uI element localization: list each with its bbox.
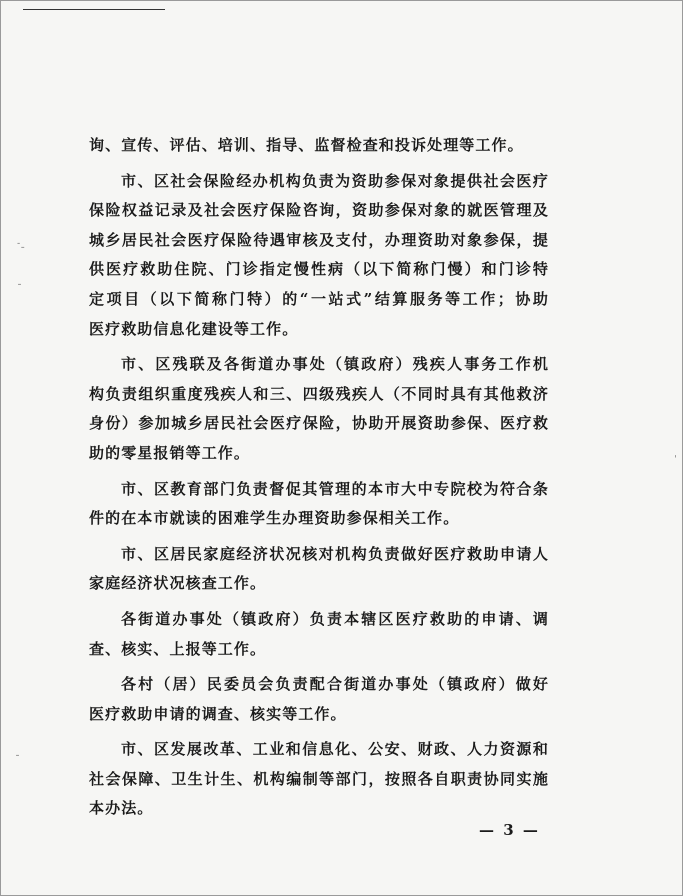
text-line: 市、区教育部门负责督促其管理的本市大中专院校为符合条 [121, 479, 549, 498]
text-line: 市、区残联及各街道办事处（镇政府）残疾人事务工作机 [121, 355, 549, 374]
scan-mark: ˗ˍ [17, 238, 26, 249]
scan-mark: ˍ [17, 275, 22, 286]
text-line: 本办法。 [89, 799, 154, 818]
text-line: 询、宣传、评估、培训、指导、监督检查和投诉处理等工作。 [89, 136, 524, 154]
scan-mark: ˍ [15, 746, 20, 757]
text-line: 城乡居民社会医疗保险待遇审核及支付，办理资助对象参保，提 [89, 230, 549, 249]
text-line: 助的零星报销等工作。 [89, 443, 251, 462]
text-line: 定项目（以下简称门特）的“一站式”结算服务等工作；协助 [89, 289, 549, 308]
text-line: 各街道办事处（镇政府）负责本辖区医疗救助的申请、调 [121, 609, 549, 628]
text-line: 家庭经济状况核查工作。 [89, 574, 267, 593]
text-line: 市、区居民家庭经济状况核对机构负责做好医疗救助申请人 [121, 544, 549, 563]
text-line: 保险权益记录及社会医疗保险咨询，资助参保对象的就医管理及 [89, 201, 549, 220]
text-line: 医疗救助信息化建设等工作。 [89, 319, 299, 338]
text-line: 医疗救助申请的调查、核实等工作。 [89, 704, 347, 723]
text-line: 市、区发展改革、工业和信息化、公安、财政、人力资源和 [121, 740, 549, 759]
text-line: 社会保障、卫生计生、机构编制等部门，按照各自职责协同实施 [89, 769, 549, 788]
header-rule [23, 9, 165, 10]
text-line: 构负责组织重度残疾人和三、四级残疾人（不同时具有其他救济 [89, 384, 549, 403]
text-line: 市、区社会保险经办机构负责为资助参保对象提供社会医疗 [121, 171, 549, 190]
text-line: 供医疗救助住院、门诊指定慢性病（以下简称门慢）和门诊特 [89, 260, 549, 279]
text-line: 各村（居）民委员会负责配合街道办事处（镇政府）做好 [121, 675, 549, 694]
page-number: — 3 — [479, 821, 540, 839]
text-line: 身份）参加城乡居民社会医疗保险，协助开展资助参保、医疗救 [89, 414, 549, 433]
text-line: 件的在本市就读的困难学生办理资助参保相关工作。 [89, 509, 460, 528]
body-text [89, 131, 549, 824]
scan-mark: ˈ [674, 455, 677, 466]
text-line: 查、核实、上报等工作。 [89, 639, 267, 658]
